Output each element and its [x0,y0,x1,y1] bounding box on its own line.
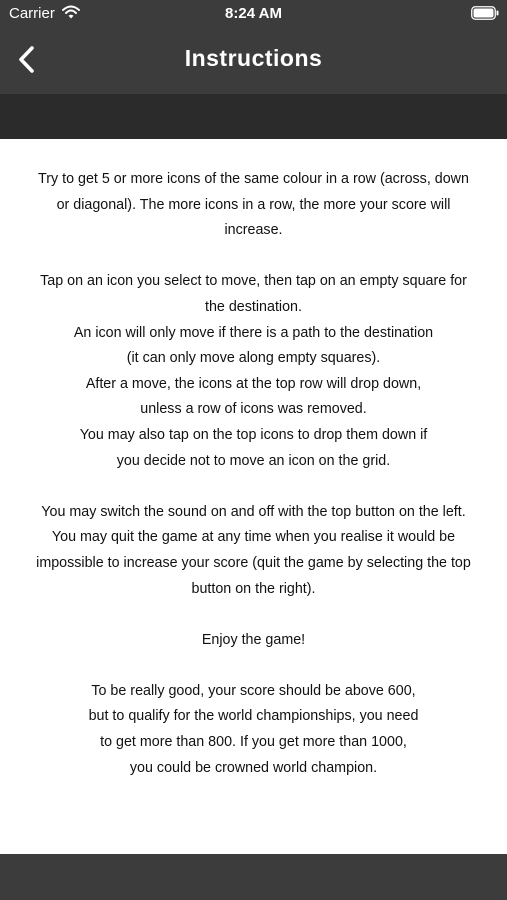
header-divider-bar [0,94,507,139]
instructions-text [20,167,487,807]
text-line: You may quit the game at any time when you realise it would be [51,529,456,546]
text-line: button on the right). [191,580,316,597]
instructions-paragraph-scores [20,679,487,781]
instructions-paragraph-moves [20,269,487,474]
text-line: you decide not to move an icon on the grid. [116,452,391,469]
text-line: you could be crowned world champion. [129,759,378,776]
text-line: Tap on an icon you select to move, then tap on an empty square for [40,273,467,290]
text-line: You may also tap on the top icons to drop them down if [79,426,428,443]
text-line: Try to get 5 or more icons of the same colour in a row (across, down [38,171,469,187]
top-bar [0,0,507,94]
bottom-bar [0,854,507,900]
navigation-bar [0,28,507,94]
status-time: 8:24 AM [225,5,282,22]
instructions-paragraph-enjoy [20,628,487,654]
text-line: After a move, the icons at the top row will drop down, [85,375,422,392]
text-line: To be really good, your score should be above 600, [91,682,416,699]
carrier-label: Carrier [9,5,55,22]
text-line: unless a row of icons was removed. [140,401,367,418]
text-line: to get more than 800. If you get more than 1000, [100,734,407,751]
instructions-paragraph-controls [20,500,487,602]
text-line: impossible to increase your score (quit the game by selecting the top [36,554,471,571]
battery-icon [471,6,499,20]
text-line: or diagonal). The more icons in a row, the more your score will [56,196,451,213]
text-line: An icon will only move if there is a path to the destination [73,324,434,341]
instructions-paragraph-goal [20,167,487,244]
text-line: increase. [224,222,283,239]
page-title: Instructions [184,45,323,71]
status-bar [0,0,507,28]
text-line: but to qualify for the world championships, you need [88,708,419,725]
text-line: You may switch the sound on and off with the top button on the left. [41,503,466,520]
text-line: Enjoy the game! [201,631,306,648]
text-line: (it can only move along empty squares). [126,350,381,367]
text-line: the destination. [205,298,302,315]
